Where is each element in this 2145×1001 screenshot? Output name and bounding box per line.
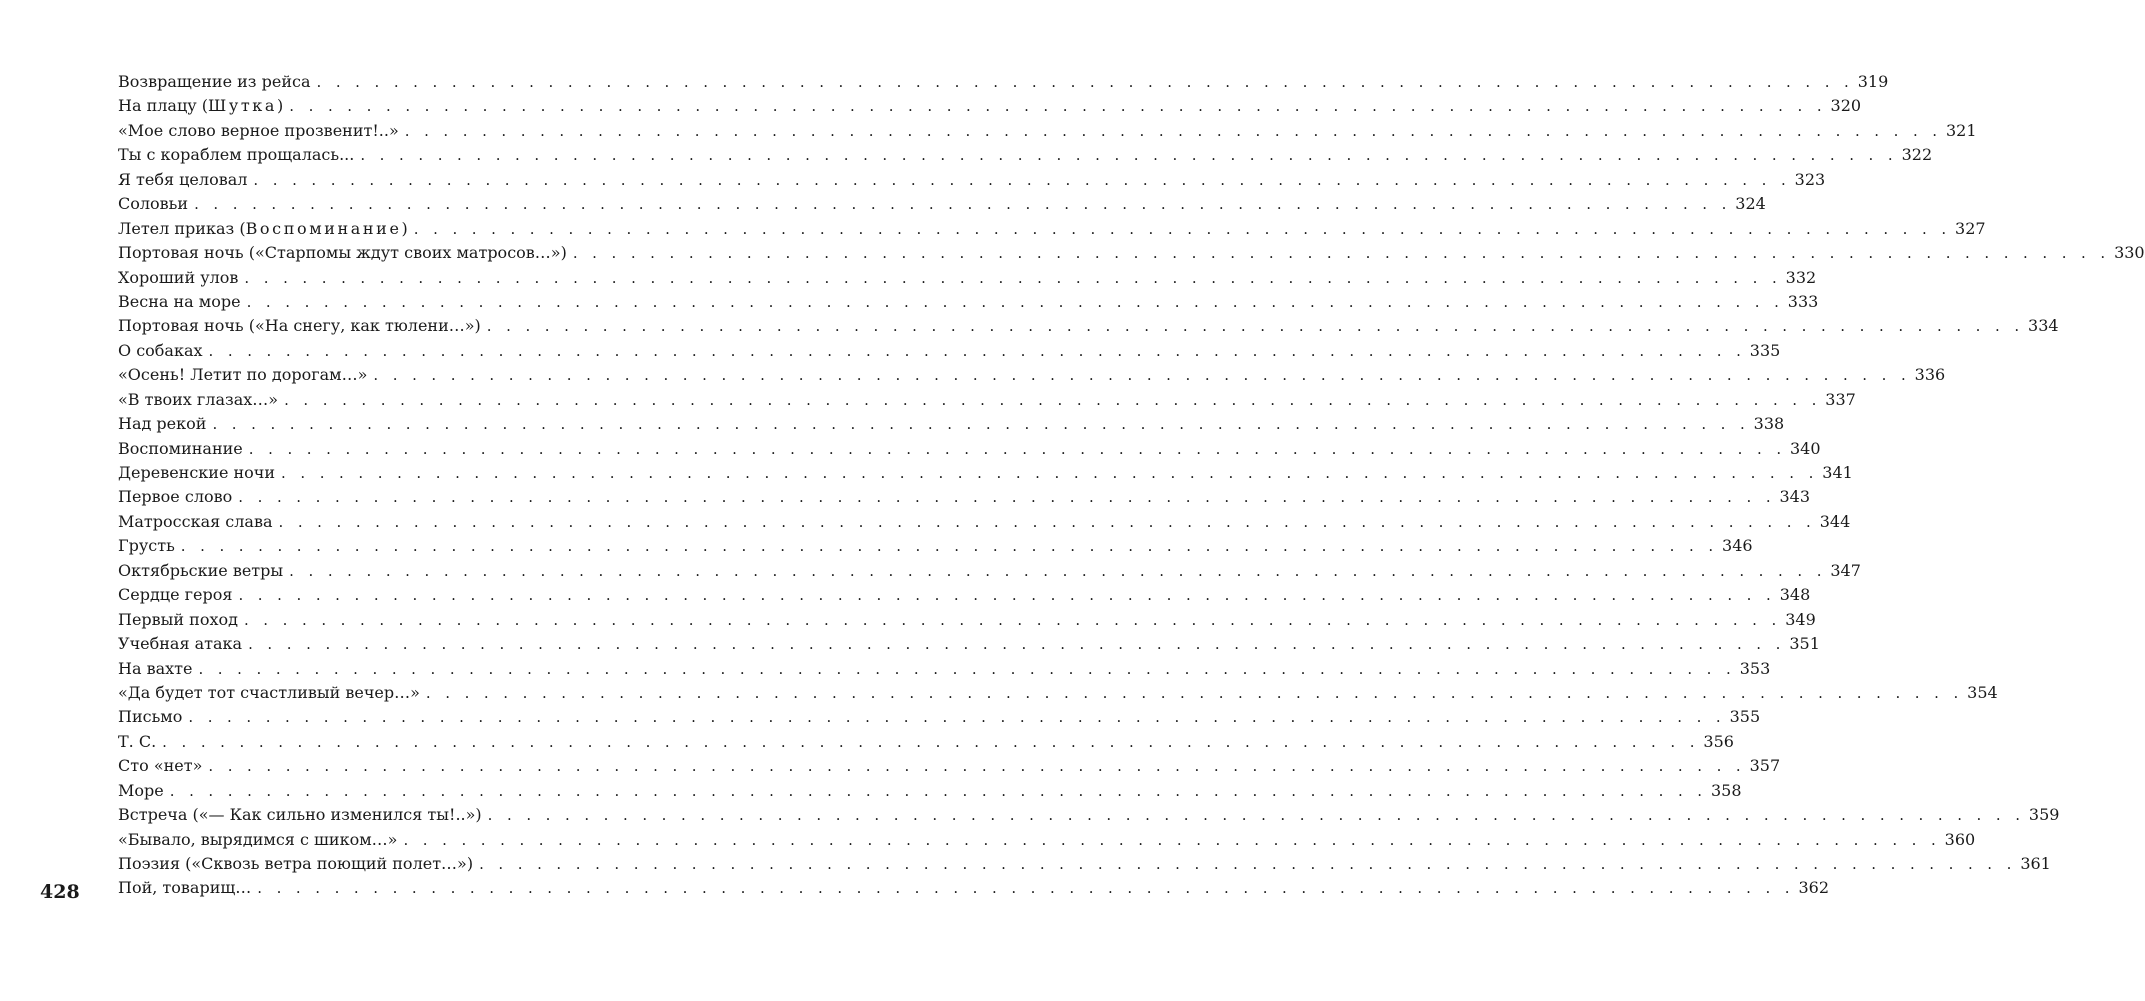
toc-entry-page-number: 344 <box>1819 511 1851 531</box>
toc-entry-title <box>118 657 198 681</box>
toc-entry <box>118 583 1811 607</box>
toc-entry-title <box>118 437 249 461</box>
toc-entry-page-number: 323 <box>1794 169 1826 189</box>
toc-dot-leader: . . . . . . . . . . . . . . . . . . . . . . . . . . . . . . . . . . . . . . . . . . . . . . . . . . . . . . . . . . . . . . . . . . . . . . . . . . . . . . . . <box>198 659 1736 678</box>
toc-entry <box>118 94 1862 118</box>
toc-entry <box>118 876 1830 900</box>
toc-entry-page-number: 362 <box>1798 878 1830 898</box>
toc-dot-leader: . . . . . . . . . . . . . . . . . . . . . . . . . . . . . . . . . . . . . . . . . . . . . . . . . . . . . . . . . . . . . . . . . . . . . . . . . . . . . . . . <box>479 855 2017 873</box>
toc-entry <box>118 828 1976 852</box>
toc-dot-leader: . . . . . . . . . . . . . . . . . . . . . . . . . . . . . . . . . . . . . . . . . . . . . . . . . . . . . . . . . . . . . . . . . . . . . . . . . . . . . . . . <box>425 683 1964 702</box>
toc-entry <box>118 681 1998 705</box>
toc-entry-title <box>118 608 244 632</box>
toc-entry <box>118 70 1889 94</box>
toc-entry-page-number: 357 <box>1749 756 1781 776</box>
toc-entry <box>118 485 1811 509</box>
toc-entry <box>118 559 1861 583</box>
toc-entry <box>118 119 1977 143</box>
toc-dot-leader: . . . . . . . . . . . . . . . . . . . . . . . . . . . . . . . . . . . . . . . . . . . . . . . . . . . . . . . . . . . . . . . . . . . . . . . . . . . . . . . . <box>188 708 1726 727</box>
toc-entry-page-number: 332 <box>1785 267 1817 287</box>
toc-entry-title-part: Море <box>118 780 164 800</box>
toc-dot-leader: . . . . . . . . . . . . . . . . . . . . . . . . . . . . . . . . . . . . . . . . . . . . . . . . . . . . . . . . . . . . . . . . . . . . . . . . . . . . . . . . <box>572 244 2111 263</box>
toc-dot-leader: . . . . . . . . . . . . . . . . . . . . . . . . . . . . . . . . . . . . . . . . . . . . . . . . . . . . . . . . . . . . . . . . . . . . . . . . . . . . . . . . <box>238 586 1776 605</box>
toc-entry-page-number: 351 <box>1789 634 1820 654</box>
toc-dot-leader: . . . . . . . . . . . . . . . . . . . . . . . . . . . . . . . . . . . . . . . . . . . . . . . . . . . . . . . . . . . . . . . . . . . . . . . . . . . . . . . . <box>360 146 1898 165</box>
toc-entry-title <box>118 876 257 900</box>
toc-entry <box>118 803 2060 827</box>
toc-entry-page-number: 355 <box>1729 707 1761 727</box>
toc-entry-title <box>118 388 284 412</box>
toc-dot-leader: . . . . . . . . . . . . . . . . . . . . . . . . . . . . . . . . . . . . . . . . . . . . . . . . . . . . . . . . . . . . . . . . . . . . . . . . . . . . . . . . <box>212 415 1750 434</box>
toc-entry-title <box>118 705 188 729</box>
toc-dot-leader: . . . . . . . . . . . . . . . . . . . . . . . . . . . . . . . . . . . . . . . . . . . . . . . . . . . . . . . . . . . . . . . . . . . . . . . . . . . . . . . . <box>194 195 1732 214</box>
toc-entry-page-number: 321 <box>1945 120 1977 140</box>
toc-entry-title <box>118 730 162 754</box>
toc-entry-title-part: Учебная атака <box>118 634 243 654</box>
toc-dot-leader: . . . . . . . . . . . . . . . . . . . . . . . . . . . . . . . . . . . . . . . . . . . . . . . . . . . . . . . . . . . . . . . . . . . . . . . . . . . . . . . . <box>413 219 1952 238</box>
toc-entry-title-part: Матросская слава <box>118 511 273 531</box>
toc-entry-page-number: 343 <box>1779 487 1811 507</box>
toc-entry-title <box>118 143 360 167</box>
toc-entry-title <box>118 70 316 94</box>
toc-entry-page-number: 353 <box>1739 658 1771 678</box>
toc-entry-title-part: Воспоминание <box>118 438 243 458</box>
toc-entry-title-part: Пой, товарищ… <box>118 878 252 898</box>
toc-dot-leader: . . . . . . . . . . . . . . . . . . . . . . . . . . . . . . . . . . . . . . . . . . . . . . . . . . . . . . . . . . . . . . . . . . . . . . . . . . . . . . . . <box>316 73 1854 91</box>
toc-dot-leader: . . . . . . . . . . . . . . . . . . . . . . . . . . . . . . . . . . . . . . . . . . . . . . . . . . . . . . . . . . . . . . . . . . . . . . . . . . . . . . . . <box>487 806 2025 825</box>
toc-entry <box>118 510 1851 534</box>
toc-entry <box>118 754 1781 778</box>
toc-entry-title <box>118 290 247 314</box>
toc-entry-title <box>118 485 238 509</box>
toc-entry <box>118 388 1856 412</box>
toc-entry-title <box>118 534 181 558</box>
toc-entry-page-number: 324 <box>1735 194 1766 214</box>
toc-entry <box>118 290 1819 314</box>
toc-entry-title <box>118 168 253 192</box>
toc-entry-title <box>118 754 208 778</box>
toc-entry-title <box>118 94 289 118</box>
toc-entry-title <box>118 828 403 852</box>
toc-entry-title <box>118 779 170 803</box>
toc-entry-page-number: 336 <box>1914 365 1946 385</box>
toc-entry-title-part: Грусть <box>118 536 175 556</box>
toc-entry-page-number: 322 <box>1901 145 1933 165</box>
toc-entry-page-number: 348 <box>1779 585 1811 605</box>
toc-entry <box>118 412 1785 436</box>
toc-entry <box>118 217 1986 241</box>
toc-entry-title <box>118 412 212 436</box>
toc-entry-title <box>118 632 248 656</box>
toc-entry-title <box>118 583 238 607</box>
toc-entry-title <box>118 119 405 143</box>
toc-dot-leader: . . . . . . . . . . . . . . . . . . . . . . . . . . . . . . . . . . . . . . . . . . . . . . . . . . . . . . . . . . . . . . . . . . . . . . . . . . . . . . . . <box>404 121 1942 140</box>
toc-entry-title-part: Хороший улов <box>118 267 239 287</box>
toc-entry-page-number: 361 <box>2020 854 2051 873</box>
toc-entry-title-part: Поэзия («Сквозь ветра поющий полет…») <box>118 854 474 873</box>
toc-dot-leader: . . . . . . . . . . . . . . . . . . . . . . . . . . . . . . . . . . . . . . . . . . . . . . . . . . . . . . . . . . . . . . . . . . . . . . . . . . . . . . . . <box>289 97 1827 116</box>
toc-entry-page-number: 360 <box>1944 829 1976 849</box>
toc-entry-page-number: 320 <box>1830 96 1862 116</box>
toc-entry <box>118 339 1781 363</box>
toc-dot-leader: . . . . . . . . . . . . . . . . . . . . . . . . . . . . . . . . . . . . . . . . . . . . . . . . . . . . . . . . . . . . . . . . . . . . . . . . . . . . . . . . <box>208 757 1746 776</box>
toc-entry <box>118 168 1826 192</box>
toc-entry-title <box>118 266 244 290</box>
toc-entry-title-part: ) <box>401 218 408 238</box>
toc-entry-page-number: 346 <box>1722 536 1753 556</box>
page-number: 428 <box>40 881 80 903</box>
toc-entry-title-part: О собаках <box>118 340 203 360</box>
toc-entry-title-part: Летел приказ ( <box>118 218 246 238</box>
toc-entry-page-number: 330 <box>2114 243 2145 263</box>
toc-entry-title-part: На вахте <box>118 658 193 678</box>
toc-entry-page-number: 335 <box>1749 340 1781 360</box>
toc-dot-leader: . . . . . . . . . . . . . . . . . . . . . . . . . . . . . . . . . . . . . . . . . . . . . . . . . . . . . . . . . . . . . . . . . . . . . . . . . . . . . . . . <box>248 635 1786 654</box>
toc-entry-title-part: «Осень! Летит по дорогам…» <box>118 365 368 385</box>
toc-entry <box>118 192 1766 216</box>
toc-entry <box>118 363 1946 387</box>
toc-entry-title-part: Над рекой <box>118 414 207 434</box>
toc-entry-title <box>118 681 426 705</box>
toc-entry-title <box>118 510 279 534</box>
toc-entry <box>118 437 1821 461</box>
toc-entry-title-part: «В твоих глазах…» <box>118 389 279 409</box>
toc-entry-page-number: 347 <box>1830 560 1861 580</box>
toc-entry <box>118 852 2051 876</box>
toc-entry-title-part: «Мое слово верное прозвенит!..» <box>118 120 399 140</box>
toc-entry-title-part: Портовая ночь («Старпомы ждут своих матросов…») <box>118 243 567 263</box>
toc-entry-page-number: 327 <box>1955 218 1986 238</box>
toc-entry <box>118 705 1761 729</box>
toc-dot-leader: . . . . . . . . . . . . . . . . . . . . . . . . . . . . . . . . . . . . . . . . . . . . . . . . . . . . . . . . . . . . . . . . . . . . . . . . . . . . . . . . <box>243 610 1782 629</box>
toc-dot-leader: . . . . . . . . . . . . . . . . . . . . . . . . . . . . . . . . . . . . . . . . . . . . . . . . . . . . . . . . . . . . . . . . . . . . . . . . . . . . . . . . <box>284 390 1822 409</box>
toc-dot-leader: . . . . . . . . . . . . . . . . . . . . . . . . . . . . . . . . . . . . . . . . . . . . . . . . . . . . . . . . . . . . . . . . . . . . . . . . . . . . . . . . <box>238 488 1776 507</box>
toc-entry-title <box>118 803 488 827</box>
toc-entry-page-number: 340 <box>1790 438 1821 458</box>
toc-entry <box>118 779 1742 803</box>
toc-entry-title-part: Возвращение из рейса <box>118 72 311 91</box>
toc-entry <box>118 461 1853 485</box>
toc-entry-title-part: ) <box>277 96 284 116</box>
toc-entry-page-number: 333 <box>1787 291 1819 311</box>
toc-entry-title-part: На плацу ( <box>118 96 208 116</box>
toc-entry-page-number: 359 <box>2028 805 2060 825</box>
toc-dot-leader: . . . . . . . . . . . . . . . . . . . . . . . . . . . . . . . . . . . . . . . . . . . . . . . . . . . . . . . . . . . . . . . . . . . . . . . . . . . . . . . . <box>244 268 1782 287</box>
toc-entry-title <box>118 217 414 241</box>
toc-entry <box>118 266 1817 290</box>
toc-entry-title-part: Встреча («— Как сильно изменился ты!..») <box>118 805 482 825</box>
toc-entry-title-part: Деревенские ночи <box>118 463 276 482</box>
toc-entry-title-part: Соловьи <box>118 194 189 214</box>
toc-entry-title-part: Первое слово <box>118 487 233 507</box>
toc-entry <box>118 314 2059 338</box>
toc-dot-leader: . . . . . . . . . . . . . . . . . . . . . . . . . . . . . . . . . . . . . . . . . . . . . . . . . . . . . . . . . . . . . . . . . . . . . . . . . . . . . . . . <box>486 317 2025 336</box>
toc-entry-title-part: Воспоминание <box>245 218 402 238</box>
toc-dot-leader: . . . . . . . . . . . . . . . . . . . . . . . . . . . . . . . . . . . . . . . . . . . . . . . . . . . . . . . . . . . . . . . . . . . . . . . . . . . . . . . . <box>180 537 1719 556</box>
toc-entry-title-part: Письмо <box>118 707 183 727</box>
toc-dot-leader: . . . . . . . . . . . . . . . . . . . . . . . . . . . . . . . . . . . . . . . . . . . . . . . . . . . . . . . . . . . . . . . . . . . . . . . . . . . . . . . . <box>248 439 1786 458</box>
toc-dot-leader: . . . . . . . . . . . . . . . . . . . . . . . . . . . . . . . . . . . . . . . . . . . . . . . . . . . . . . . . . . . . . . . . . . . . . . . . . . . . . . . . <box>169 781 1707 800</box>
toc-entry-page-number: 319 <box>1857 72 1889 91</box>
toc-dot-leader: . . . . . . . . . . . . . . . . . . . . . . . . . . . . . . . . . . . . . . . . . . . . . . . . . . . . . . . . . . . . . . . . . . . . . . . . . . . . . . . . <box>208 341 1746 360</box>
toc-entry-title <box>118 559 289 583</box>
toc-entry-title-part: Т. С. <box>118 731 157 751</box>
toc-entry <box>118 657 1771 681</box>
toc-entry-page-number: 341 <box>1822 463 1853 482</box>
toc-dot-leader: . . . . . . . . . . . . . . . . . . . . . . . . . . . . . . . . . . . . . . . . . . . . . . . . . . . . . . . . . . . . . . . . . . . . . . . . . . . . . . . . <box>373 366 1911 385</box>
toc-entry <box>118 241 2145 265</box>
toc-entry-title-part: «Да будет тот счастливый вечер…» <box>118 682 420 702</box>
toc-dot-leader: . . . . . . . . . . . . . . . . . . . . . . . . . . . . . . . . . . . . . . . . . . . . . . . . . . . . . . . . . . . . . . . . . . . . . . . . . . . . . . . . <box>253 170 1791 189</box>
toc-dot-leader: . . . . . . . . . . . . . . . . . . . . . . . . . . . . . . . . . . . . . . . . . . . . . . . . . . . . . . . . . . . . . . . . . . . . . . . . . . . . . . . . <box>162 732 1700 751</box>
toc-entry-page-number: 337 <box>1825 389 1856 409</box>
toc-entry-title <box>118 192 194 216</box>
toc-dot-leader: . . . . . . . . . . . . . . . . . . . . . . . . . . . . . . . . . . . . . . . . . . . . . . . . . . . . . . . . . . . . . . . . . . . . . . . . . . . . . . . . <box>281 464 1819 482</box>
toc-entry-title <box>118 461 281 485</box>
toc-entry-title <box>118 241 573 265</box>
toc-entry <box>118 143 1933 167</box>
toc-entry <box>118 608 1816 632</box>
toc-entry-title-part: Сто «нет» <box>118 756 203 776</box>
table-of-contents <box>118 70 2145 901</box>
toc-entry-title-part: Ты с кораблем прощалась... <box>118 145 355 165</box>
toc-dot-leader: . . . . . . . . . . . . . . . . . . . . . . . . . . . . . . . . . . . . . . . . . . . . . . . . . . . . . . . . . . . . . . . . . . . . . . . . . . . . . . . . <box>257 879 1795 898</box>
toc-entry-page-number: 354 <box>1967 682 1998 702</box>
toc-entry-title-part: «Бывало, вырядимся с шиком…» <box>118 829 398 849</box>
toc-dot-leader: . . . . . . . . . . . . . . . . . . . . . . . . . . . . . . . . . . . . . . . . . . . . . . . . . . . . . . . . . . . . . . . . . . . . . . . . . . . . . . . . <box>246 292 1784 311</box>
toc-entry-title <box>118 852 479 876</box>
toc-entry <box>118 730 1734 754</box>
toc-entry-title-part: Портовая ночь («На снегу, как тюлени…») <box>118 316 481 336</box>
toc-entry-title-part: Я тебя целовал <box>118 169 248 189</box>
toc-dot-leader: . . . . . . . . . . . . . . . . . . . . . . . . . . . . . . . . . . . . . . . . . . . . . . . . . . . . . . . . . . . . . . . . . . . . . . . . . . . . . . . . <box>403 830 1941 849</box>
toc-entry-page-number: 338 <box>1753 414 1785 434</box>
toc-dot-leader: . . . . . . . . . . . . . . . . . . . . . . . . . . . . . . . . . . . . . . . . . . . . . . . . . . . . . . . . . . . . . . . . . . . . . . . . . . . . . . . . <box>289 561 1827 580</box>
toc-entry-page-number: 356 <box>1703 731 1734 751</box>
toc-entry <box>118 534 1753 558</box>
toc-entry-title-part: Весна на море <box>118 291 241 311</box>
toc-entry-page-number: 358 <box>1710 780 1742 800</box>
toc-entry-page-number: 349 <box>1785 609 1816 629</box>
toc-entry-title-part: Сердце героя <box>118 585 233 605</box>
toc-entry-title-part: Октябрьские ветры <box>118 560 284 580</box>
toc-entry-title <box>118 339 209 363</box>
toc-entry <box>118 632 1820 656</box>
toc-entry-title <box>118 363 373 387</box>
toc-dot-leader: . . . . . . . . . . . . . . . . . . . . . . . . . . . . . . . . . . . . . . . . . . . . . . . . . . . . . . . . . . . . . . . . . . . . . . . . . . . . . . . . <box>278 512 1816 531</box>
toc-entry-title <box>118 314 487 338</box>
toc-entry-title-part: Шутка <box>207 96 278 116</box>
toc-entry-title-part: Первый поход <box>118 609 238 629</box>
toc-entry-page-number: 334 <box>2028 316 2059 336</box>
